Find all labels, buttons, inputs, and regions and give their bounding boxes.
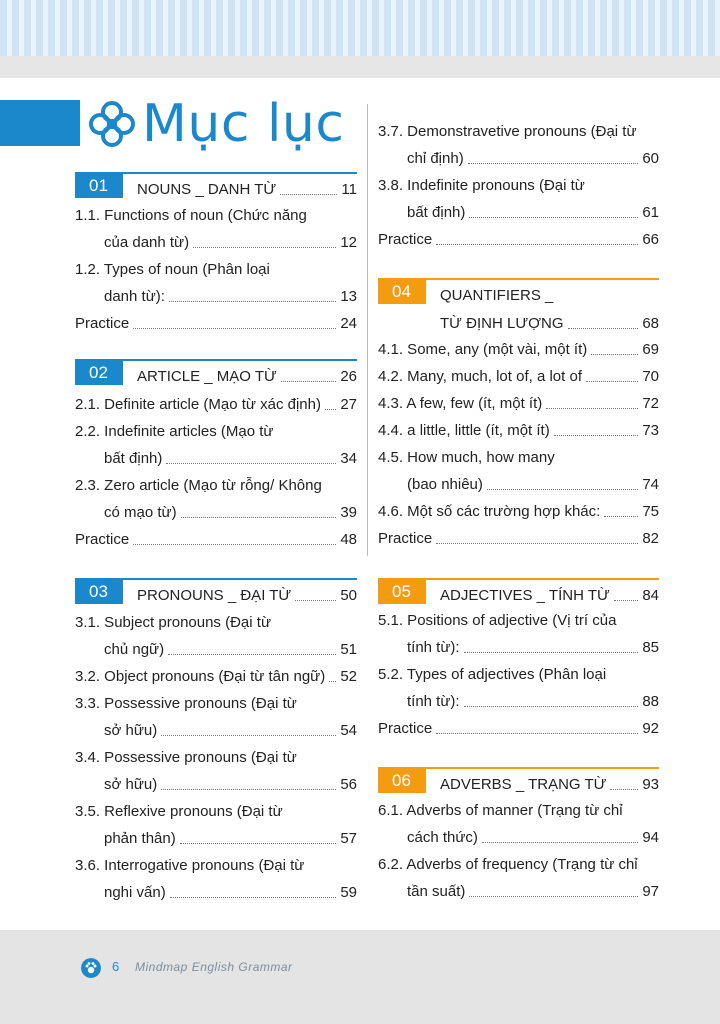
toc-row [137,361,357,387]
section-02-header [75,359,357,387]
section-04-header [378,278,659,334]
page-number: 93 [642,776,659,793]
leader-dots [133,544,336,545]
leader-dots [464,706,639,707]
page-number: 97 [642,883,659,900]
book-title: Mindmap English Grammar [135,960,293,974]
toc-entry-line: 6.1. Adverbs of manner (Trạng từ chỉ [378,802,623,819]
toc-entry-line: 5.2. Types of adjectives (Phân loại [378,666,607,683]
toc-entry[interactable]: 2.1. Definite article (Mạo từ xác định) 27 [75,396,357,413]
leader-dots [168,654,336,655]
toc-entry[interactable]: danh từ): 13 [104,288,357,305]
leader-dots [325,409,336,410]
toc-entry-line: 6.2. Adverbs of frequency (Trạng từ chỉ [378,856,638,873]
toc-entry[interactable]: phản thân) 57 [104,830,357,847]
leader-dots [469,217,638,218]
toc-entry[interactable]: Practice 48 [75,531,357,548]
page-title: Mục lục [142,94,345,154]
toc-entry[interactable]: tính từ): 88 [407,693,659,710]
leader-dots [604,516,638,517]
toc-entry[interactable]: Practice 92 [378,720,659,737]
page-number: 26 [340,368,357,385]
leader-dots [546,408,638,409]
leader-dots [436,543,638,544]
page-number: 48 [340,531,357,548]
leader-dots [281,381,337,382]
toc-entry-line: 3.6. Interrogative pronouns (Đại từ [75,857,305,874]
leader-dots [614,600,639,601]
page-number: 54 [340,722,357,739]
section-01-header [75,172,357,200]
toc-entry[interactable]: Practice 24 [75,315,357,332]
page-number: 69 [642,341,659,358]
leader-dots [133,328,336,329]
page-number: 75 [642,503,659,520]
toc-entry[interactable]: 4.1. Some, any (một vài, một ít) 69 [378,341,659,358]
leader-dots [329,681,336,682]
page-number: 34 [340,450,357,467]
toc-entry-line: 1.2. Types of noun (Phân loại [75,261,270,278]
toc-entry[interactable]: 4.3. A few, few (ít, một ít) 72 [378,395,659,412]
toc-entry-line: 3.4. Possessive pronouns (Đại từ [75,749,297,766]
leader-dots [193,247,336,248]
page-number: 73 [642,422,659,439]
section-number: 05 [378,580,426,604]
toc-row [440,580,659,606]
toc-entry[interactable]: tính từ): 85 [407,639,659,656]
page-number: 84 [642,587,659,604]
section-title: TỪ ĐỊNH LƯỢNG [440,315,564,332]
page-number: 85 [642,639,659,656]
section-06-header [378,767,659,795]
leader-dots [568,328,639,329]
leader-dots [468,163,639,164]
toc-entry[interactable]: 4.2. Many, much, lot of, a lot of 70 [378,368,659,385]
toc-entry[interactable]: chỉ định) 60 [407,150,659,167]
toc-row [137,174,357,200]
toc-entry[interactable]: chủ ngữ) 51 [104,641,357,658]
page-number: 70 [642,368,659,385]
toc-entry[interactable]: nghi vấn) 59 [104,884,357,901]
toc-entry-line: 3.1. Subject pronouns (Đại từ [75,614,271,631]
toc-entry[interactable]: có mạo từ) 39 [104,504,357,521]
toc-entry-line: 3.8. Indefinite pronouns (Đại từ [378,177,585,194]
toc-entry-line: 2.2. Indefinite articles (Mạo từ [75,423,274,440]
leader-dots [180,843,337,844]
toc-entry-line: 5.1. Positions of adjective (Vị trí của [378,612,617,629]
footer-band [0,930,720,1024]
page-number: 27 [340,396,357,413]
page-number: 51 [340,641,357,658]
top-grey-strip [0,56,720,78]
toc-entry[interactable]: 4.4. a little, little (ít, một ít) 73 [378,422,659,439]
section-03-header [75,578,357,606]
leader-dots [166,463,336,464]
toc-entry[interactable]: (bao nhiêu) 74 [407,476,659,493]
page-number: 61 [642,204,659,221]
section-05-header [378,578,659,606]
toc-entry[interactable]: tần suất) 97 [407,883,659,900]
page-number: 11 [341,181,357,198]
leader-dots [469,896,638,897]
toc-entry-line: 1.1. Functions of noun (Chức năng [75,207,307,224]
toc-entry[interactable]: bất định) 34 [104,450,357,467]
leader-dots [170,897,337,898]
toc-entry-line: 2.3. Zero article (Mạo từ rỗng/ Không [75,477,322,494]
leader-dots [591,354,638,355]
section-number: 01 [75,174,123,198]
paw-icon [81,958,101,978]
page-number: 52 [340,668,357,685]
page-number: 59 [340,884,357,901]
page-number: 56 [340,776,357,793]
page-number-footer: 6 [112,959,120,974]
leader-dots [280,194,337,195]
column-divider [367,104,368,556]
page-number: 12 [340,234,357,251]
leader-dots [161,789,336,790]
page-number: 72 [642,395,659,412]
section-number: 04 [378,280,426,304]
section-title: ADVERBS _ TRẠNG TỪ [440,776,607,793]
toc-entry[interactable]: bất định) 61 [407,204,659,221]
section-number: 06 [378,769,426,793]
page-number: 50 [340,587,357,604]
page-number: 39 [340,504,357,521]
toc-row [137,580,357,606]
page-number: 68 [642,315,659,332]
toc-entry-line: 4.5. How much, how many [378,449,555,466]
page-number: 24 [340,315,357,332]
leader-dots [169,301,336,302]
leader-dots [554,435,639,436]
page-number: 94 [642,829,659,846]
toc-entry-line: 3.7. Demonstravetive pronouns (Đại từ [378,123,637,140]
section-number: 03 [75,580,123,604]
section-title: PRONOUNS _ ĐẠI TỪ [137,587,292,604]
toc-entry[interactable]: 4.6. Một số các trường hợp khác: 75 [378,503,659,520]
leader-dots [487,489,638,490]
toc-row [440,308,659,334]
top-decorative-band [0,0,720,56]
toc-entry[interactable]: của danh từ) 12 [104,234,357,251]
toc-row [440,280,659,306]
clover-icon [88,100,136,148]
page-number: 74 [642,476,659,493]
leader-dots [436,244,638,245]
toc-entry[interactable]: sở hữu) 54 [104,722,357,739]
page-number: 82 [642,530,659,547]
toc-entry-line: 3.5. Reflexive pronouns (Đại từ [75,803,283,820]
section-title: ARTICLE _ MẠO TỪ [137,368,277,385]
toc-entry-line: 3.3. Possessive pronouns (Đại từ [75,695,297,712]
toc-entry[interactable]: Practice 66 [378,231,659,248]
section-title: QUANTIFIERS _ [440,287,554,304]
leader-dots [610,789,638,790]
section-title: ADJECTIVES _ TÍNH TỪ [440,587,610,604]
leader-dots [181,517,337,518]
toc-entry[interactable]: Practice 82 [378,530,659,547]
page-number: 13 [340,288,357,305]
page-number: 60 [642,150,659,167]
leader-dots [482,842,638,843]
leader-dots [586,381,638,382]
section-number: 02 [75,361,123,385]
leader-dots [436,733,638,734]
toc-entry[interactable]: sở hữu) 56 [104,776,357,793]
page-number: 92 [642,720,659,737]
toc-row [440,769,659,795]
page-number: 57 [340,830,357,847]
leader-dots [295,600,336,601]
section-title: NOUNS _ DANH TỪ [137,181,277,198]
toc-entry[interactable]: cách thức) 94 [407,829,659,846]
page-number: 66 [642,231,659,248]
page-number: 88 [642,693,659,710]
toc-entry[interactable]: 3.2. Object pronouns (Đại từ tân ngữ) 52 [75,668,357,685]
leader-dots [464,652,639,653]
leader-dots [161,735,336,736]
